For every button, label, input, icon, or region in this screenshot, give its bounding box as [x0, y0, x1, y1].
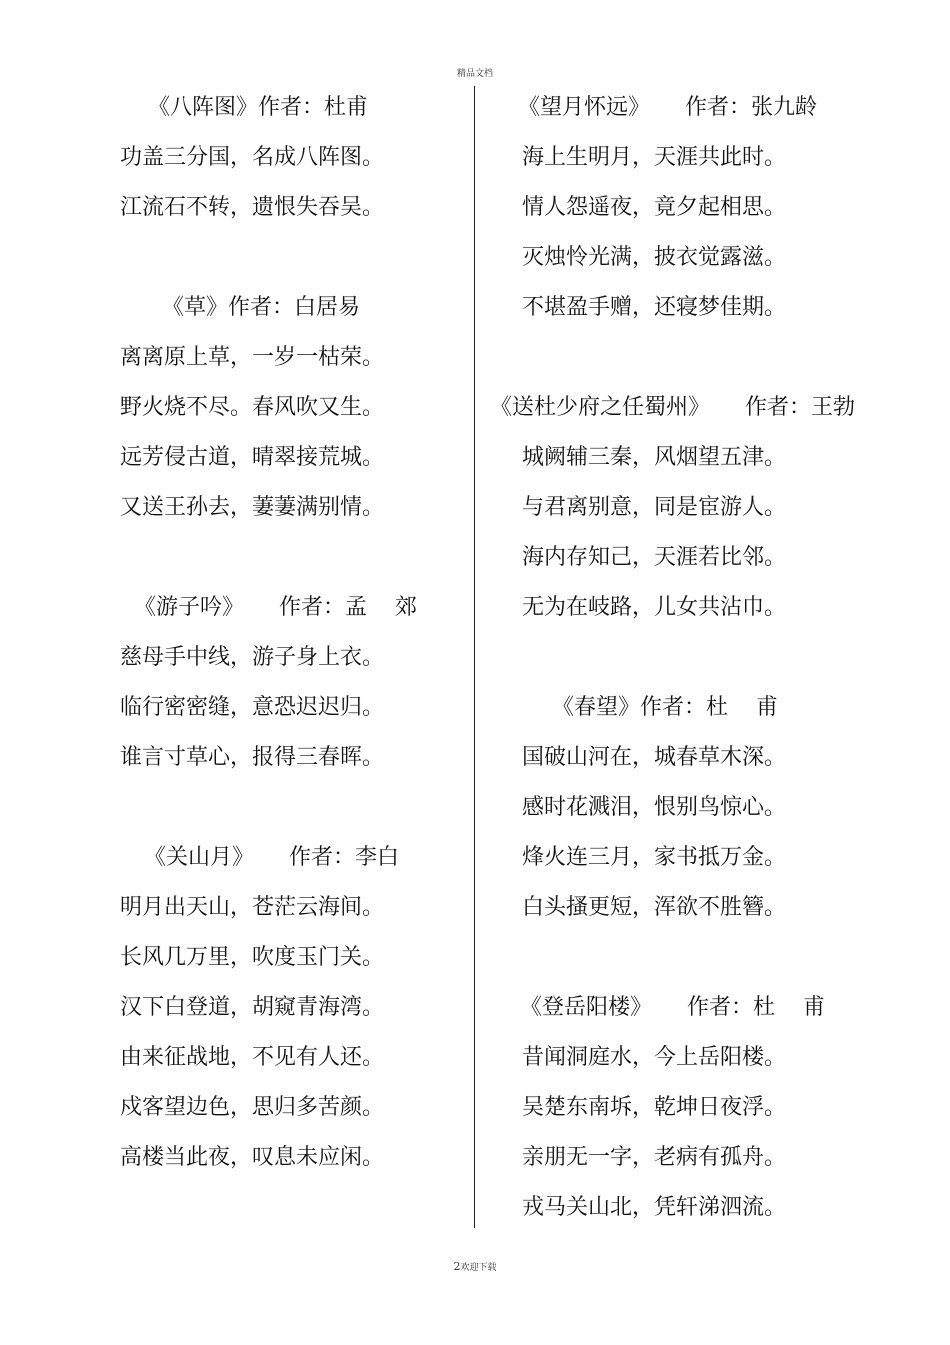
page-number: 2	[453, 1260, 461, 1273]
poem	[490, 988, 890, 1238]
right-column	[490, 88, 890, 1238]
poem-spacer	[490, 938, 890, 988]
poem	[120, 88, 460, 238]
poem-spacer	[490, 638, 890, 688]
poem-line: 海上生明月，天涯共此时。	[522, 145, 787, 170]
poem-title: 《望月怀远》 作者：张九龄	[518, 95, 817, 120]
poem-line: 烽火连三月，家书抵万金。	[522, 845, 787, 870]
poem-line: 野火烧不尽。春风吹又生。	[120, 395, 385, 420]
poem-line: 临行密密缝，意恐迟迟归。	[120, 695, 385, 720]
poem-title: 《八阵图》作者：杜甫	[148, 95, 369, 120]
poem	[120, 588, 460, 788]
poem-line: 感时花溅泪，恨别鸟惊心。	[522, 795, 787, 820]
poem-spacer	[120, 238, 460, 288]
poem-line: 国破山河在，城春草木深。	[522, 745, 787, 770]
poem-line: 高楼当此夜，叹息未应闲。	[120, 1145, 385, 1170]
poem	[120, 288, 460, 538]
poem-line: 戍客望边色，思归多苦颜。	[120, 1095, 385, 1120]
poem-title: 《登岳阳楼》 作者：杜 甫	[520, 995, 825, 1020]
poem-line: 谁言寸草心，报得三春晖。	[120, 745, 385, 770]
poem-line: 亲朋无一字，老病有孤舟。	[522, 1145, 787, 1170]
poem-line: 无为在岐路，儿女共沾巾。	[522, 595, 787, 620]
poem-line: 由来征战地，不见有人还。	[120, 1045, 385, 1070]
poem-spacer	[490, 338, 890, 388]
poem-title: 《关山月》 作者：李白	[144, 845, 399, 870]
poem-line: 情人怨遥夜，竟夕起相思。	[522, 195, 787, 220]
poem-line: 昔闻洞庭水，今上岳阳楼。	[522, 1045, 787, 1070]
footer-text: 欢迎下载	[460, 1263, 497, 1273]
poem-line: 远芳侵古道，晴翠接荒城。	[120, 445, 385, 470]
poem-line: 江流石不转，遗恨失吞吴。	[120, 195, 385, 220]
poem	[490, 688, 890, 938]
poem-line: 离离原上草，一岁一枯荣。	[120, 345, 385, 370]
poem-line: 城阙辅三秦，风烟望五津。	[522, 445, 787, 470]
poem-line: 汉下白登道，胡窥青海湾。	[120, 995, 385, 1020]
page-header: 精品文档	[456, 69, 493, 79]
left-column	[120, 88, 460, 1188]
poem-line: 慈母手中线，游子身上衣。	[120, 645, 385, 670]
poem-title: 《春望》作者：杜 甫	[552, 695, 778, 720]
poem	[120, 838, 460, 1188]
poem-line: 不堪盈手赠，还寝梦佳期。	[522, 295, 787, 320]
poem-title: 《草》作者：白居易	[162, 295, 361, 320]
poem-line: 白头搔更短，浑欲不胜簪。	[522, 895, 787, 920]
poem-line: 灭烛怜光满，披衣觉露滋。	[522, 245, 787, 270]
poem-line: 海内存知己，天涯若比邻。	[522, 545, 787, 570]
poem-title: 《送杜少府之任蜀州》 作者：王勃	[490, 395, 855, 420]
poem-line: 吴楚东南坼，乾坤日夜浮。	[522, 1095, 787, 1120]
poem	[490, 388, 890, 638]
page-footer	[0, 1260, 950, 1273]
poem-line: 又送王孙去，萋萋满别情。	[120, 495, 385, 520]
poem-spacer	[120, 788, 460, 838]
poem-line: 明月出天山，苍茫云海间。	[120, 895, 385, 920]
poem-line: 与君离别意，同是宦游人。	[522, 495, 787, 520]
poem-line: 戎马关山北，凭轩涕泗流。	[522, 1195, 787, 1220]
column-divider	[474, 86, 475, 1228]
poem-line: 长风几万里，吹度玉门关。	[120, 945, 385, 970]
poem	[490, 88, 890, 338]
poem-spacer	[120, 538, 460, 588]
poem-line: 功盖三分国，名成八阵图。	[120, 145, 385, 170]
poem-title: 《游子吟》 作者：孟 郊	[134, 595, 417, 620]
